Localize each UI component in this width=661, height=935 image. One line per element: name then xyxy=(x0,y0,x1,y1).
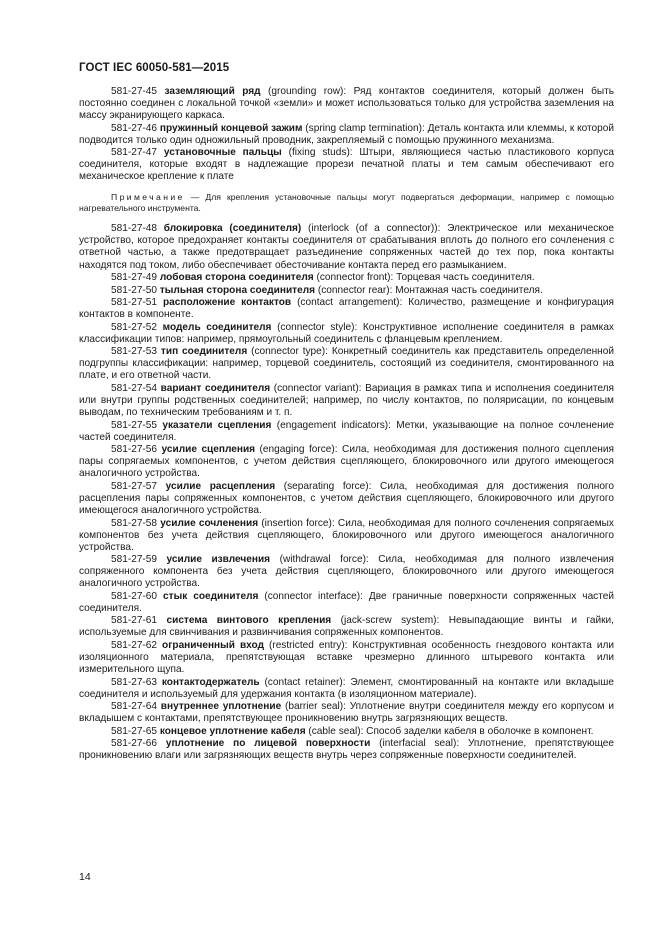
terms-list-before-note xyxy=(79,86,614,183)
term-entry xyxy=(79,677,614,701)
term-code: 581-27-57 xyxy=(111,480,158,492)
term-entry xyxy=(79,481,614,517)
term-entry xyxy=(79,640,614,676)
term-definition: (contact retainer): Элемент, смонтированный на контакте или вкладыше соединителя и используемый для удержания контакта (в изоляционном материале). xyxy=(79,676,614,700)
note-label: Примечание xyxy=(111,192,185,203)
term-definition: (separating force): Сила, необходимая для достижения полного расцепления пары сопряженных компонентов, с учетом действия сцепляющего, блокировочного или другого имеющегося аналогичного устройства. xyxy=(79,480,615,516)
term-name: контактодержатель xyxy=(161,676,260,688)
term-definition: (connector variant): Вариация в рамках типа и исполнения соединителя или внутри группы родственных соединителей; например, по числу контактов, по полярисации, по концевым выводам, по техническим требованиям и т. п. xyxy=(79,382,614,419)
term-name: блокировка (соединителя) xyxy=(163,223,302,235)
term-entry xyxy=(79,738,614,762)
term-definition: (interfacial seal): Уплотнение, препятствующее проникновению влаги или загрязняющих веществ внутрь через сопряженные поверхности соединителей. xyxy=(79,738,614,762)
term-entry xyxy=(79,591,614,615)
term-code: 581-27-62 xyxy=(111,639,158,651)
term-entry xyxy=(79,615,614,639)
term-entry xyxy=(79,701,614,725)
term-name: тыльная сторона соединителя xyxy=(159,284,316,296)
term-definition: (grounding row): Ряд контактов соединителя, который должен быть постоянно соединен с локальной точкой «земли» и может использоваться только для устройства заземления на массу экранирующего каркаса. xyxy=(79,86,614,122)
note xyxy=(79,192,614,214)
term-entry xyxy=(79,223,614,271)
term-name: усилие извлечения xyxy=(166,554,271,566)
term-code: 581-27-63 xyxy=(111,676,158,688)
term-entry xyxy=(79,383,614,419)
term-definition: (connector type): Конкретный соединитель как представитель определенной подгруппы классификации: например, торцевой соединитель, состоящий из соединителя, смонтированного на плате, и его ответной части. xyxy=(79,346,614,382)
term-name: модель соединителя xyxy=(162,321,272,333)
term-definition: (insertion force): Сила, необходимая для полного сочленения сопрягаемых компонентов без учета действия сцепляющего, блокировочного или другого имеющегося аналогичного устройства. xyxy=(79,517,614,553)
term-code: 581-27-54 xyxy=(111,382,158,394)
term-definition: (fixing studs): Штыри, являющиеся частью пластикового корпуса соединителя, которые входят в надлежащие прорези печатной платы и тем самым обеспечивают его механическое крепление к плате xyxy=(79,147,614,183)
term-code: 581-27-56 xyxy=(111,444,158,456)
term-entry xyxy=(79,272,614,284)
term-definition: (barrier seal): Уплотнение внутри соединителя между его корпусом и вкладышем с контактами, препятствующее проникновению внутрь загрязняющих веществ. xyxy=(79,701,614,725)
term-code: 581-27-64 xyxy=(111,701,158,713)
terms-body xyxy=(79,86,614,763)
term-code: 581-27-45 xyxy=(111,86,158,97)
term-name: система винтового крепления xyxy=(166,615,332,627)
term-name: стык соединителя xyxy=(163,590,259,602)
term-name: вариант соединителя xyxy=(160,382,271,394)
terms-list-after-note xyxy=(79,223,614,762)
term-entry xyxy=(79,297,614,321)
term-name: ограниченный вход xyxy=(162,639,264,651)
term-name: усилие сочленения xyxy=(160,517,259,529)
term-definition: (connector front): Торцевая часть соединителя. xyxy=(313,272,535,284)
term-entry xyxy=(79,322,614,346)
term-entry xyxy=(79,554,614,590)
term-name: пружинный концевой зажим xyxy=(159,122,303,134)
term-code: 581-27-52 xyxy=(111,321,158,333)
term-name: уплотнение по лицевой поверхности xyxy=(165,738,371,750)
term-entry xyxy=(79,147,614,183)
term-name: концевое уплотнение кабеля xyxy=(159,725,306,737)
term-entry xyxy=(79,444,614,480)
term-entry xyxy=(79,346,614,382)
term-name: указатели сцепления xyxy=(162,419,272,431)
term-entry xyxy=(79,123,614,147)
term-entry xyxy=(79,518,614,554)
term-definition: (cable seal): Способ заделки кабеля в оболочке в компонент. xyxy=(305,725,594,737)
term-definition: (withdrawal force): Сила, необходимая для полного извлечения сопряженного компонента без учета действия сцепляющего, блокировочного или другого имеющегося аналогичного устройства. xyxy=(79,554,614,590)
term-code: 581-27-58 xyxy=(111,517,158,529)
term-name: заземляющий ряд xyxy=(164,86,261,97)
page-number: 14 xyxy=(79,871,91,883)
term-entry xyxy=(79,726,614,738)
term-definition: (engagement indicators): Метки, указывающие на полное сочленение частей соединителя. xyxy=(79,419,614,443)
term-name: внутреннее уплотнение xyxy=(160,701,282,713)
term-definition: (connector interface): Две граничные поверхности сопряженных частей соединителя. xyxy=(79,590,614,614)
term-definition: (connector rear): Монтажная часть соединителя. xyxy=(315,284,543,296)
term-name: усилие сцепления xyxy=(161,444,256,456)
term-name: лобовая сторона соединителя xyxy=(159,272,314,284)
term-definition: (contact arrangement): Количество, размещение и конфигурация контактов в компоненте. xyxy=(79,297,614,321)
note-text: — Для крепления установочные пальцы могут подвергаться деформации, например с помощью нагревательного инструмента. xyxy=(79,192,614,214)
term-code: 581-27-61 xyxy=(111,615,158,627)
term-code: 581-27-50 xyxy=(111,284,158,296)
term-code: 581-27-59 xyxy=(111,554,158,566)
term-code: 581-27-47 xyxy=(111,147,158,159)
term-code: 581-27-60 xyxy=(111,590,158,602)
term-entry xyxy=(79,285,614,297)
term-definition: (spring clamp termination): Деталь контакта или клеммы, к которой подводится только один одножильный проводник, закрепляемый с помощью пружинного механизма. xyxy=(79,122,614,146)
term-name: расположение контактов xyxy=(162,297,292,309)
term-definition: (connector style): Конструктивное исполнение соединителя в рамках классификации типов: например, прямоугольный соединитель с фланцевым креплением. xyxy=(79,321,614,345)
term-code: 581-27-48 xyxy=(111,223,158,235)
term-code: 581-27-65 xyxy=(111,725,158,737)
term-definition: (restricted entry): Конструктивная особенность гнездового контакта или изоляционного материала, препятствующая вставке чрезмерно длинного штыревого контакта или измерительного щупа. xyxy=(79,639,614,676)
term-definition: (jack-screw system): Невыпадающие винты и гайки, используемые для свинчивания и развинчивания сопряженных компонентов. xyxy=(79,615,614,639)
term-definition: (engaging force): Сила, необходимая для достижения полного сцепления пары сопрягаемых компонентов, с учетом действия сцепляющего, блокировочного или другого имеющегося аналогичного устройства. xyxy=(79,444,614,480)
document-header: ГОСТ IEC 60050-581—2015 xyxy=(79,62,230,74)
term-definition: (interlock (of a connector)): Электрическое или механическое устройство, которое предохраняет контакты соединителя от срабатывания вплоть до полного его сочленения с ответной частью, а также предотвращает разъединение сопряженных частей до тех пор, пока контакты находятся под током, либо обеспечивает обесточивание контакта перед его размыканием. xyxy=(79,223,614,271)
term-name: тип соединителя xyxy=(160,346,248,358)
term-name: установочные пальцы xyxy=(163,147,282,159)
term-code: 581-27-55 xyxy=(111,419,158,431)
term-code: 581-27-53 xyxy=(111,346,158,358)
term-entry xyxy=(79,86,614,122)
term-name: усилие расцепления xyxy=(165,480,276,492)
term-code: 581-27-66 xyxy=(111,738,158,750)
term-code: 581-27-49 xyxy=(111,272,158,284)
term-code: 581-27-51 xyxy=(111,297,158,309)
term-entry xyxy=(79,420,614,444)
term-code: 581-27-46 xyxy=(111,122,158,134)
